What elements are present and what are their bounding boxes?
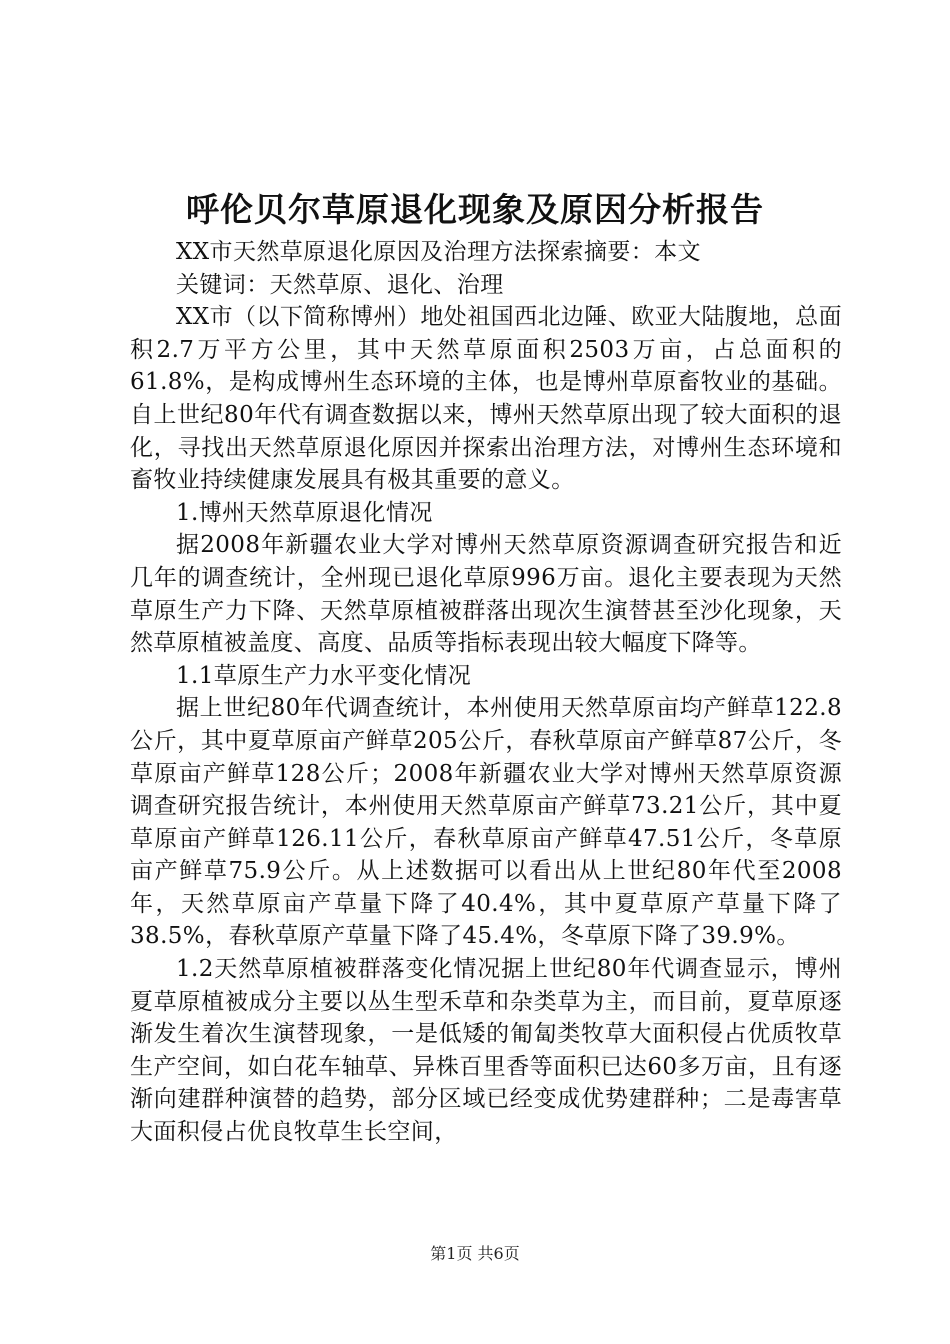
intro-paragraph: XX市（以下简称博州）地处祖国西北边陲、欧亚大陆腹地，总面积2.7万平方公里，其中天然草原面积2503万亩，占总面积的61.8%，是构成博州生态环境的主体，也是博州草原畜牧业的基础。自上世纪80年代有调查数据以来，博州天然草原出现了较大面积的退化，寻找出天然草原退化原因并探索出治理方法，对博州生态环境和畜牧业持续健康发展具有极其重要的意义。 (130, 304, 842, 494)
section-1-paragraph: 据2008年新疆农业大学对博州天然草原资源调查研究报告和近几年的调查统计，全州现已退化草原996万亩。退化主要表现为天然草原生产力下降、天然草原植被群落出现次生演替甚至沙化现象，天然草原植被盖度、高度、品质等指标表现出较大幅度下降等。 (130, 532, 842, 657)
document-title: 呼伦贝尔草原退化现象及原因分析报告 (186, 190, 764, 229)
document-body (130, 236, 842, 1149)
section-1-2-paragraph: 1.2天然草原植被群落变化情况据上世纪80年代调查显示，博州夏草原植被成分主要以丛生型禾草和杂类草为主，而目前，夏草原逐渐发生着次生演替现象，一是低矮的匍匐类牧草大面积侵占优质牧草生产空间，如白花车轴草、异株百里香等面积已达60多万亩，且有逐渐向建群种演替的趋势，部分区域已经变成优势建群种；二是毒害草大面积侵占优良牧草生长空间， (130, 956, 842, 1146)
section-heading-1-1: 1.1草原生产力水平变化情况 (176, 662, 472, 689)
section-1-1-paragraph: 据上世纪80年代调查统计，本州使用天然草原亩均产鲜草122.8公斤，其中夏草原亩产鲜草205公斤，春秋草原亩产鲜草87公斤，冬草原亩产鲜草128公斤；2008年新疆农业大学对博州天然草原资源调查研究报告统计，本州使用天然草原亩产鲜草73.21公斤，其中夏草原亩产鲜草126.11公斤，春秋草原亩产鲜草47.51公斤，冬草原亩产鲜草75.9公斤。从上述数据可以看出从上世纪80年代至2008年，天然草原亩产草量下降了40.4%，其中夏草原产草量下降了38.5%，春秋草原产草量下降了45.4%，冬草原下降了39.9%。 (130, 695, 842, 950)
abstract-line: XX市天然草原退化原因及治理方法探索摘要：本文 (176, 239, 701, 265)
section-heading-1: 1.博州天然草原退化情况 (176, 499, 433, 526)
page-footer: 第1页 共6页 (430, 1244, 520, 1263)
keywords-line: 关键词：天然草原、退化、治理 (176, 271, 504, 298)
